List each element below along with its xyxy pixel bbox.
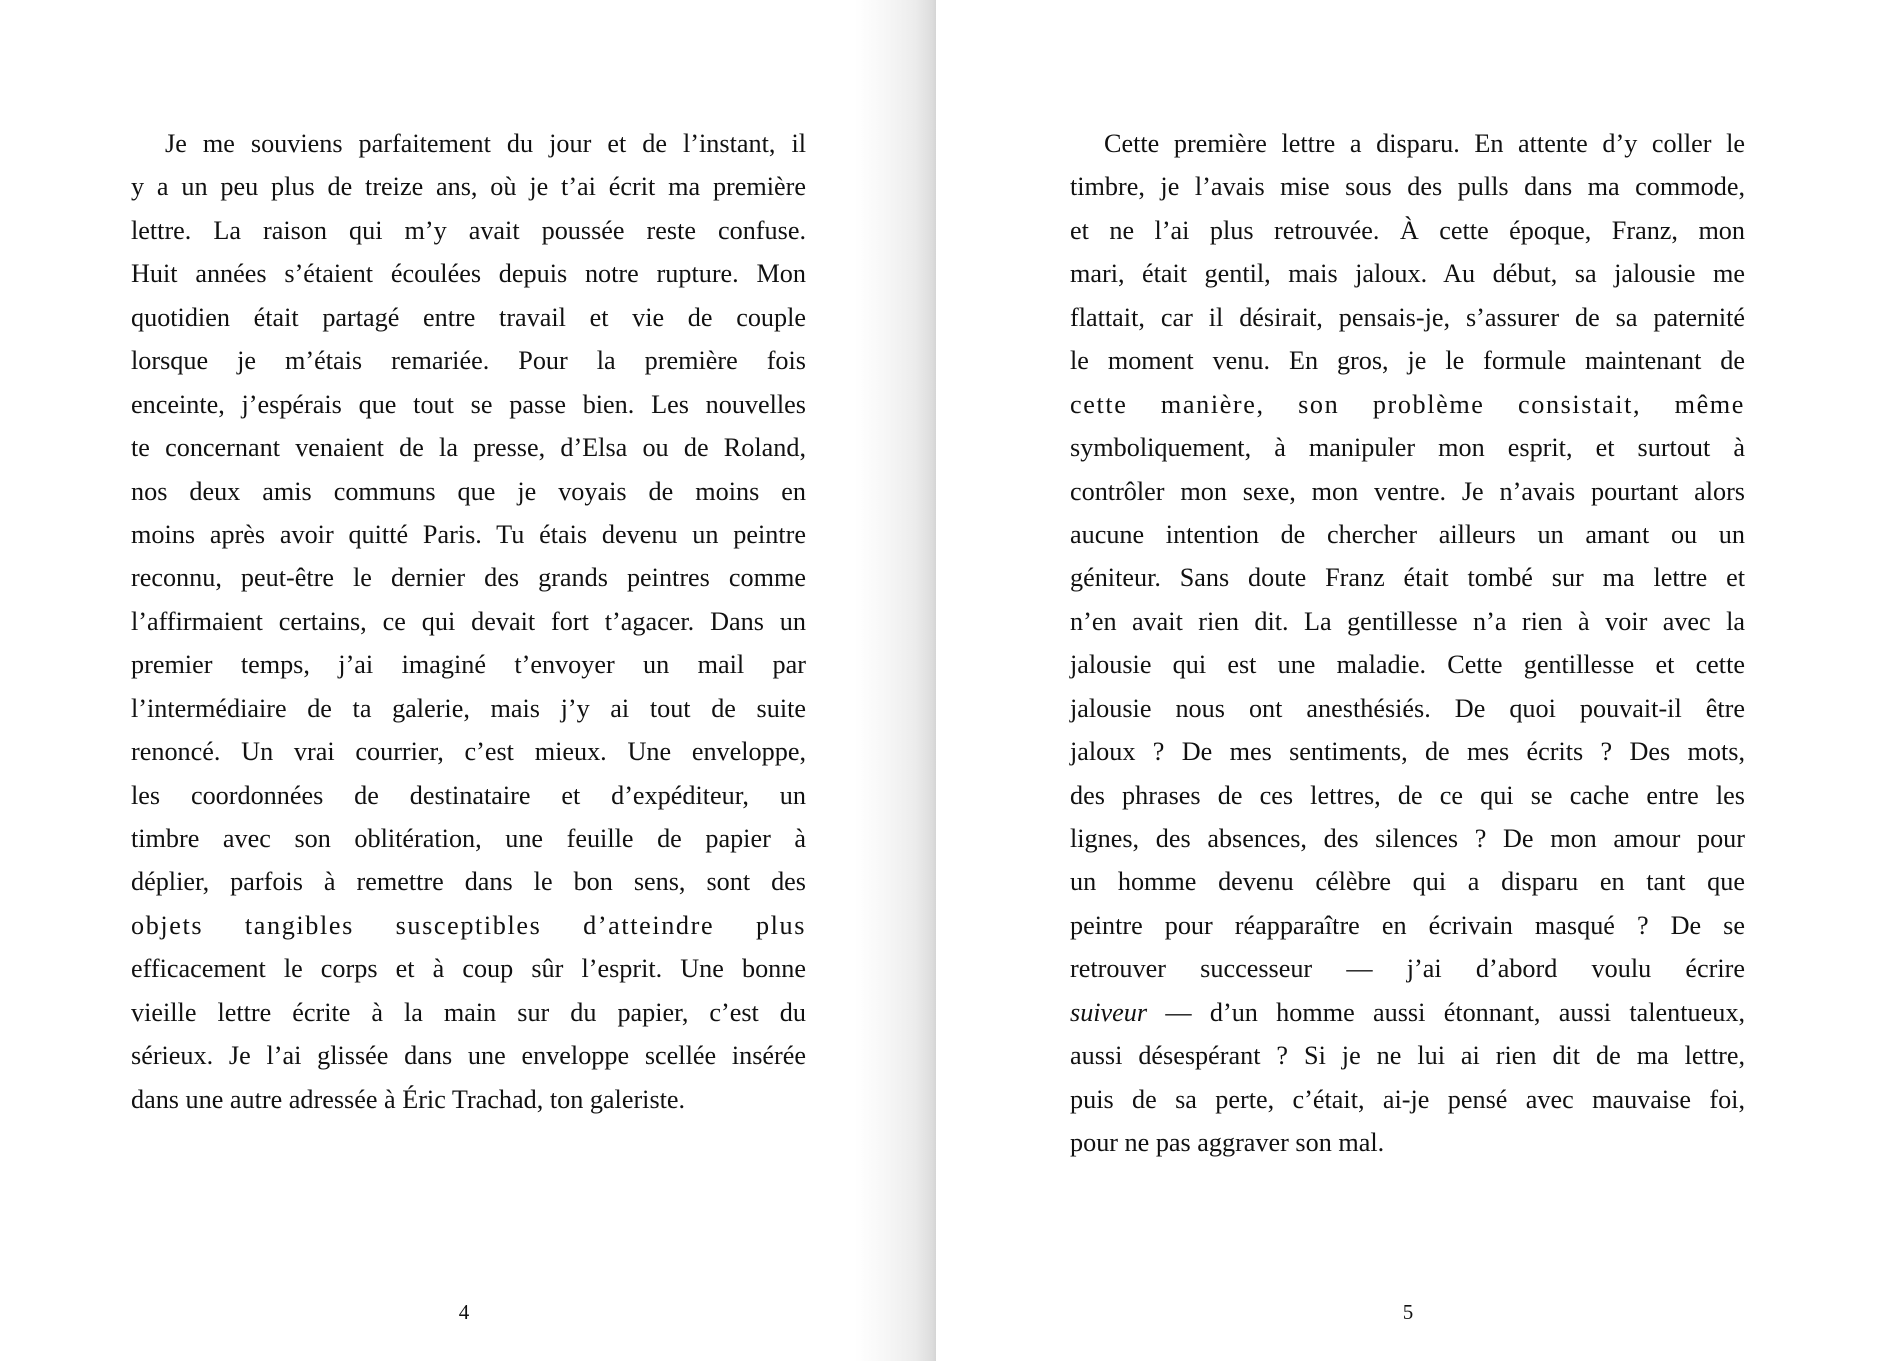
text-line: des phrases de ces lettres, de ce qui se cache entre les — [1070, 780, 1745, 810]
text-line: contrôler mon sexe, mon ventre. Je n’avais pourtant alors — [1070, 476, 1745, 506]
text-line: puis de sa perte, c’était, ai-je pensé avec mauvaise foi, — [1070, 1084, 1745, 1114]
text-line: jalousie nous ont anesthésiés. De quoi pouvait-il être — [1070, 693, 1745, 723]
text-line: objets tangibles susceptibles d’atteindre plus — [131, 910, 806, 940]
text-line: cette manière, son problème consistait, même — [1070, 389, 1745, 419]
left-page — [0, 0, 936, 1361]
text-line: n’en avait rien dit. La gentillesse n’a rien à voir avec la — [1070, 606, 1745, 636]
text-line: enceinte, j’espérais que tout se passe bien. Les nouvelles — [131, 389, 806, 419]
text-line: premier temps, j’ai imaginé t’envoyer un mail par — [131, 650, 806, 680]
text-line: nos deux amis communs que je voyais de moins en — [131, 476, 806, 506]
text-line: dans une autre adressée à Éric Trachad, ton galeriste. — [131, 1084, 686, 1114]
text-line: déplier, parfois à remettre dans le bon sens, sont des — [131, 867, 806, 897]
text-line: y a un peu plus de treize ans, où je t’ai écrit ma première — [131, 172, 806, 202]
text-line: renoncé. Un vrai courrier, c’est mieux. Une enveloppe, — [131, 737, 806, 767]
text-line: timbre avec son oblitération, une feuille de papier à — [131, 824, 806, 853]
text-line: lignes, des absences, des silences ? De mon amour pour — [1070, 824, 1745, 853]
text-line: te concernant venaient de la presse, d’Elsa ou de Roland, — [131, 433, 806, 463]
page-number-right: 5 — [1402, 1300, 1414, 1324]
text-line: Huit années s’étaient écoulées depuis notre rupture. Mon — [131, 259, 806, 289]
text-line: vieille lettre écrite à la main sur du papier, c’est du — [131, 997, 806, 1027]
text-line: flattait, car il désirait, pensais-je, s’assurer de sa paternité — [1070, 302, 1745, 332]
text-line: timbre, je l’avais mise sous des pulls dans ma commode, — [1070, 172, 1745, 202]
text-line: l’affirmaient certains, ce qui devait fort t’agacer. Dans un — [131, 606, 806, 636]
text-line: aucune intention de chercher ailleurs un amant ou un — [1070, 519, 1745, 549]
text-line: géniteur. Sans doute Franz était tombé sur ma lettre et — [1070, 563, 1745, 593]
text-line: jalousie qui est une maladie. Cette gentillesse et cette — [1070, 650, 1745, 680]
text-line: moins après avoir quitté Paris. Tu étais devenu un peintre — [131, 519, 806, 549]
left-page-text — [131, 122, 806, 1121]
text-line: peintre pour réapparaître en écrivain masqué ? De se — [1070, 910, 1745, 940]
text-line: symboliquement, à manipuler mon esprit, et surtout à — [1070, 433, 1745, 463]
text-line: lettre. La raison qui m’y avait poussée reste confuse. — [131, 215, 806, 245]
text-line: suiveur — d’un homme aussi étonnant, aussi talentueux, — [1070, 997, 1745, 1027]
italic-word: suiveur — [1070, 997, 1148, 1027]
text-line: reconnu, peut-être le dernier des grands peintres comme — [131, 563, 806, 593]
right-page — [936, 0, 1878, 1361]
text-line: les coordonnées de destinataire et d’expéditeur, un — [131, 780, 806, 810]
text-line: un homme devenu célèbre qui a disparu en tant que — [1070, 867, 1745, 897]
text-line: le moment venu. En gros, je le formule maintenant de — [1070, 346, 1745, 376]
text-line: aussi désespérant ? Si je ne lui ai rien dit de ma lettre, — [1070, 1041, 1745, 1071]
text-line: efficacement le corps et à coup sûr l’esprit. Une bonne — [131, 954, 806, 984]
text-line: sérieux. Je l’ai glissée dans une enveloppe scellée insérée — [131, 1041, 806, 1071]
page-number-left: 4 — [458, 1300, 470, 1324]
right-page-text — [1070, 122, 1745, 1165]
text-line: retrouver successeur — j’ai d’abord voulu écrire — [1070, 954, 1745, 984]
text-line: l’intermédiaire de ta galerie, mais j’y ai tout de suite — [131, 693, 806, 723]
text-line: et ne l’ai plus retrouvée. À cette époque, Franz, mon — [1070, 215, 1745, 245]
text-line: quotidien était partagé entre travail et vie de couple — [131, 302, 806, 332]
text-line: lorsque je m’étais remariée. Pour la première fois — [131, 346, 806, 376]
text-line: jaloux ? De mes sentiments, de mes écrits ? Des mots, — [1070, 737, 1745, 767]
text-line: pour ne pas aggraver son mal. — [1070, 1128, 1385, 1158]
text-line: mari, était gentil, mais jaloux. Au début, sa jalousie me — [1070, 259, 1745, 289]
text-line: Cette première lettre a disparu. En attente d’y coller le — [1104, 129, 1745, 158]
text-line: Je me souviens parfaitement du jour et de l’instant, il — [165, 129, 806, 158]
